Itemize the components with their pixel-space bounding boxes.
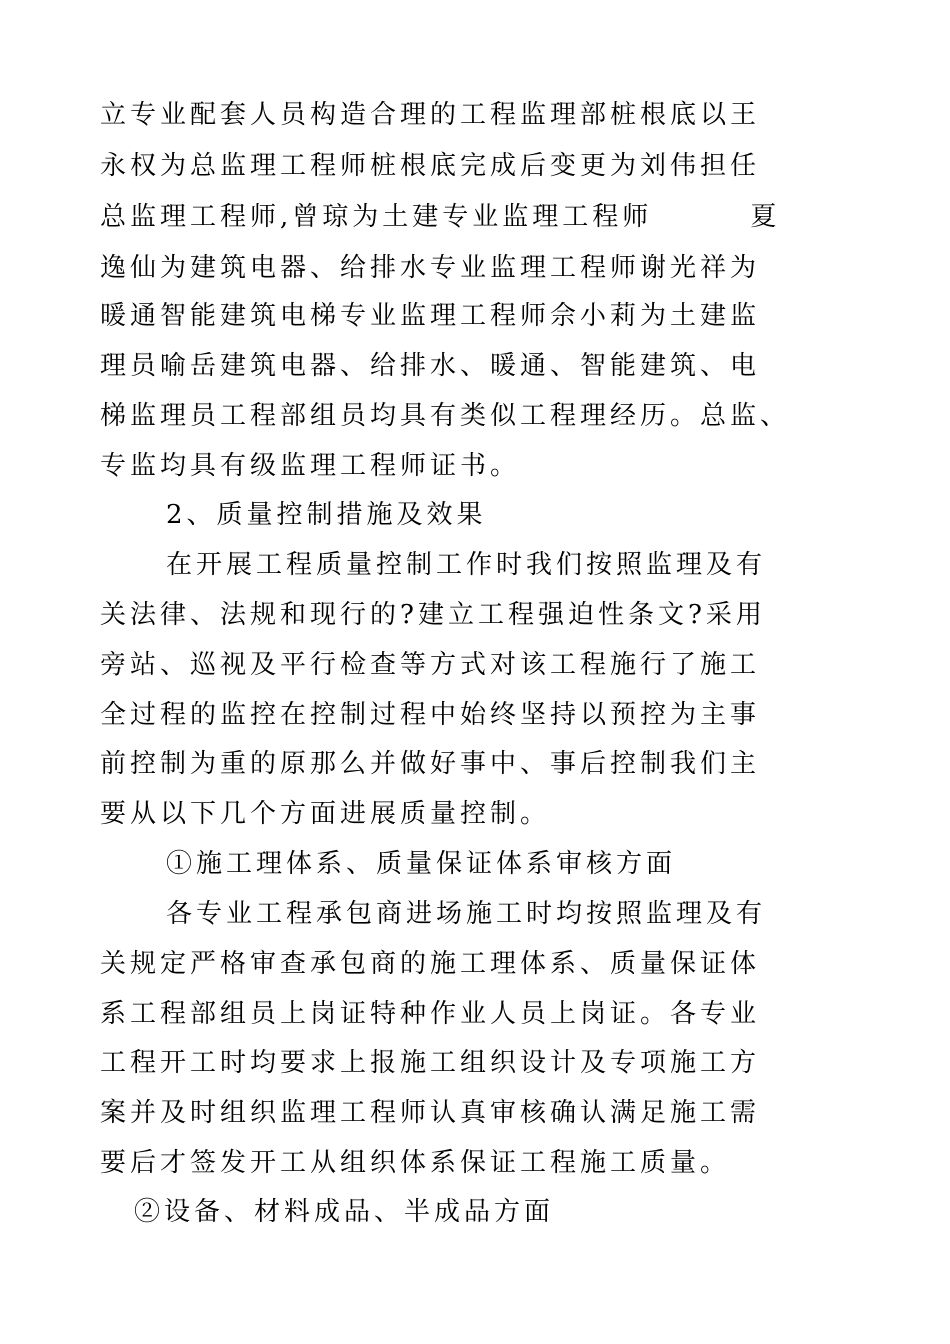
subsection-heading: ①施工理体系、质量保证体系审核方面 [166,849,677,879]
paragraph-line: 逸仙为建筑电器、给排水专业监理工程师谢光祥为 [100,253,761,283]
section-heading: 2、质量控制措施及效果 [166,500,487,530]
paragraph-line: 总监理工程师,曾琼为土建专业监理工程师 夏 [100,202,781,232]
paragraph-line: 立专业配套人员构造合理的工程监理部桩根底以王 [100,100,761,130]
paragraph-line: 旁站、巡视及平行检查等方式对该工程施行了施工 [100,650,761,680]
paragraph-line: 各专业工程承包商进场施工时均按照监理及有 [166,899,767,929]
paragraph-line: 要后才签发开工从组织体系保证工程施工质量。 [100,1148,731,1178]
paragraph-line: 前控制为重的原那么并做好事中、事后控制我们主 [100,749,761,779]
paragraph-line: 案并及时组织监理工程师认真审核确认满足施工需 [100,1098,761,1128]
paragraph-line: 关规定严格审查承包商的施工理体系、质量保证体 [100,949,761,979]
paragraph-line: 关法律、法规和现行的?建立工程强迫性条文?采用 [100,600,766,630]
paragraph-line: 系工程部组员上岗证特种作业人员上岗证。各专业 [100,999,761,1029]
paragraph-line: 梯监理员工程部组员均具有类似工程理经历。总监、 [100,401,791,431]
paragraph-line: 理员喻岳建筑电器、给排水、暖通、智能建筑、电 [100,351,761,381]
paragraph-line: 全过程的监控在控制过程中始终坚持以预控为主事 [100,700,761,730]
paragraph-line: 暖通智能建筑电梯专业监理工程师佘小莉为土建监 [100,301,761,331]
paragraph-line: 要从以下几个方面进展质量控制。 [100,799,551,829]
paragraph-line: 专监均具有级监理工程师证书。 [100,451,521,481]
paragraph-line: 工程开工时均要求上报施工组织设计及专项施工方 [100,1048,761,1078]
subsection-heading: ②设备、材料成品、半成品方面 [134,1197,555,1227]
paragraph-line: 在开展工程质量控制工作时我们按照监理及有 [166,550,767,580]
paragraph-line: 永权为总监理工程师桩根底完成后变更为刘伟担任 [100,151,761,181]
